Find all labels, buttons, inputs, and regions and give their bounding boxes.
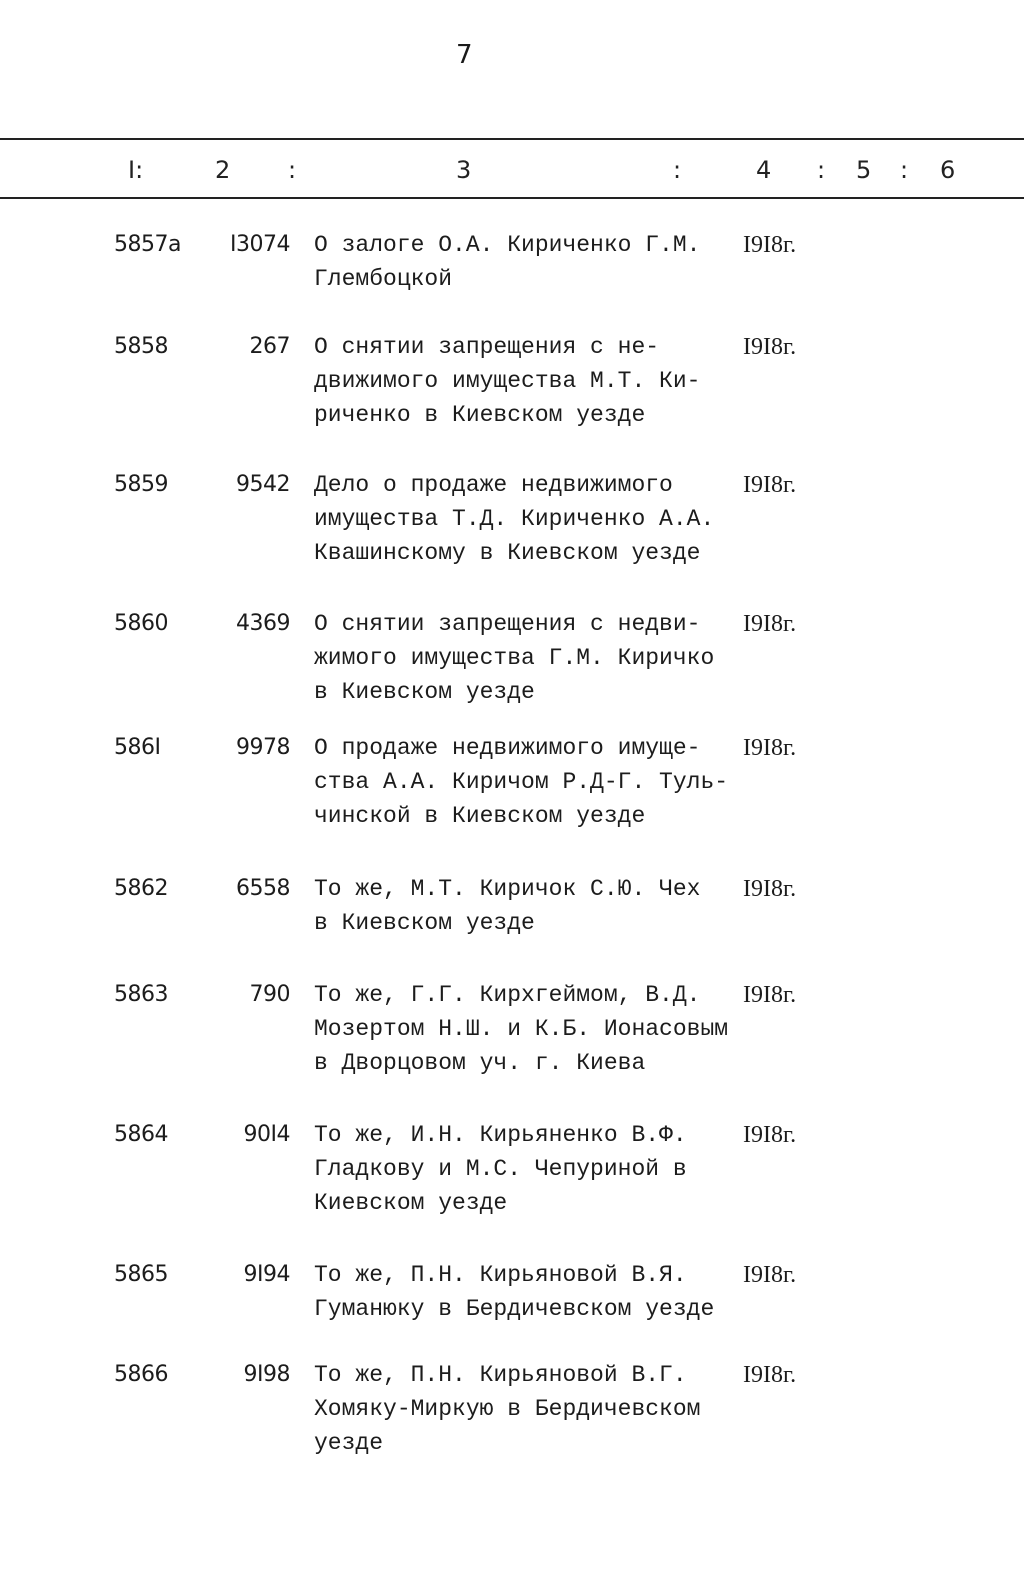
entry-title-line: Дело о продаже недвижимого: [314, 472, 673, 498]
inventory-entry: [0, 1358, 1024, 1460]
entry-year: I9I8г.: [743, 735, 797, 761]
header-bottom-rule: [0, 197, 1024, 199]
entry-title-line: чинской в Киевском уезде: [314, 803, 646, 829]
entry-title-line: Хомяку-Миркую в Бердичевском: [314, 1396, 701, 1422]
column-header-cell: 6: [940, 156, 956, 184]
entry-title-line: О продаже недвижимого имуще-: [314, 735, 701, 761]
entry-number: 5862: [114, 876, 168, 901]
inventory-entry: [0, 1258, 1024, 1326]
entry-title: [314, 607, 744, 709]
inventory-entry: [0, 228, 1024, 296]
entry-year: I9I8г.: [743, 1262, 797, 1288]
entry-title-line: То же, М.Т. Киричок С.Ю. Чех: [314, 876, 701, 902]
entry-old-number: I3074: [230, 232, 290, 257]
page-number: 7: [456, 40, 473, 70]
entry-year: I9I8г.: [743, 611, 797, 637]
column-header-row: [0, 156, 1024, 188]
entry-title-line: То же, Г.Г. Кирхгеймом, В.Д.: [314, 982, 701, 1008]
entry-old-number: 6558: [236, 876, 290, 901]
inventory-entry: [0, 330, 1024, 432]
entry-title-line: Гуманюку в Бердичевском уезде: [314, 1296, 715, 1322]
entry-title-line: в Дворцовом уч. г. Киева: [314, 1050, 646, 1076]
entry-title: [314, 978, 744, 1080]
entry-old-number: 790: [249, 982, 290, 1007]
entry-title-line: О снятии запрещения с недви-: [314, 611, 701, 637]
entry-number: 5858: [114, 334, 168, 359]
inventory-entry: [0, 872, 1024, 940]
entry-title-line: в Киевском уезде: [314, 910, 535, 936]
column-header-cell: :: [288, 156, 297, 184]
entry-title-line: движимого имущества М.Т. Ки-: [314, 368, 701, 394]
entry-title-line: Киевском уезде: [314, 1190, 508, 1216]
entry-year: I9I8г.: [743, 982, 797, 1008]
entry-number: 5857а: [114, 232, 181, 257]
entry-title-line: То же, П.Н. Кирьяновой В.Я.: [314, 1262, 687, 1288]
column-header-cell: :: [900, 156, 909, 184]
entry-title: [314, 228, 744, 296]
entry-title-line: То же, П.Н. Кирьяновой В.Г.: [314, 1362, 687, 1388]
inventory-entry: [0, 731, 1024, 833]
entry-title-line: О залоге О.А. Кириченко Г.М.: [314, 232, 701, 258]
entry-title: [314, 731, 744, 833]
entry-number: 5864: [114, 1122, 168, 1147]
entry-title-line: Глембоцкой: [314, 266, 453, 292]
entry-title-line: риченко в Киевском уезде: [314, 402, 646, 428]
entry-title: [314, 468, 744, 570]
entry-year: I9I8г.: [743, 472, 797, 498]
entry-number: 5863: [114, 982, 168, 1007]
entry-title-line: О снятии запрещения с не-: [314, 334, 660, 360]
column-header-cell: :: [673, 156, 682, 184]
inventory-entry: [0, 607, 1024, 709]
entry-number: 5866: [114, 1362, 168, 1387]
entry-old-number: 4369: [236, 611, 290, 636]
entry-year: I9I8г.: [743, 1122, 797, 1148]
entry-title: [314, 1258, 744, 1326]
column-header-cell: 5: [856, 156, 872, 184]
entry-year: I9I8г.: [743, 1362, 797, 1388]
entry-old-number: 267: [249, 334, 290, 359]
entry-title: [314, 1358, 744, 1460]
entry-number: 5865: [114, 1262, 168, 1287]
column-header-cell: I:: [128, 156, 144, 184]
entry-year: I9I8г.: [743, 232, 797, 258]
entry-old-number: 9542: [236, 472, 290, 497]
entry-title-line: в Киевском уезде: [314, 679, 535, 705]
column-header-cell: 4: [756, 156, 772, 184]
entry-title: [314, 330, 744, 432]
inventory-entry: [0, 1118, 1024, 1220]
entry-old-number: 90I4: [243, 1122, 290, 1147]
entry-title-line: Мозертом Н.Ш. и К.Б. Ионасовым: [314, 1016, 729, 1042]
entry-title-line: уезде: [314, 1430, 384, 1456]
header-top-rule: [0, 138, 1024, 140]
entry-title-line: жимого имущества Г.М. Киричко: [314, 645, 715, 671]
entry-number: 5860: [114, 611, 168, 636]
entry-year: I9I8г.: [743, 334, 797, 360]
column-header-cell: :: [817, 156, 826, 184]
entry-number: 5859: [114, 472, 168, 497]
entry-year: I9I8г.: [743, 876, 797, 902]
entry-old-number: 9978: [236, 735, 290, 760]
entry-title-line: имущества Т.Д. Кириченко А.А.: [314, 506, 715, 532]
inventory-entry: [0, 468, 1024, 570]
entry-title-line: Гладкову и М.С. Чепуриной в: [314, 1156, 687, 1182]
entry-number: 586I: [114, 735, 161, 760]
inventory-entry: [0, 978, 1024, 1080]
entry-title-line: То же, И.Н. Кирьяненко В.Ф.: [314, 1122, 687, 1148]
entry-old-number: 9I98: [243, 1362, 290, 1387]
column-header-cell: 3: [456, 156, 472, 184]
entry-title: [314, 872, 744, 940]
entry-old-number: 9I94: [243, 1262, 290, 1287]
entry-title-line: ства А.А. Киричом Р.Д-Г. Туль-: [314, 769, 729, 795]
entry-title: [314, 1118, 744, 1220]
entry-title-line: Квашинскому в Киевском уезде: [314, 540, 701, 566]
column-header-cell: 2: [215, 156, 231, 184]
